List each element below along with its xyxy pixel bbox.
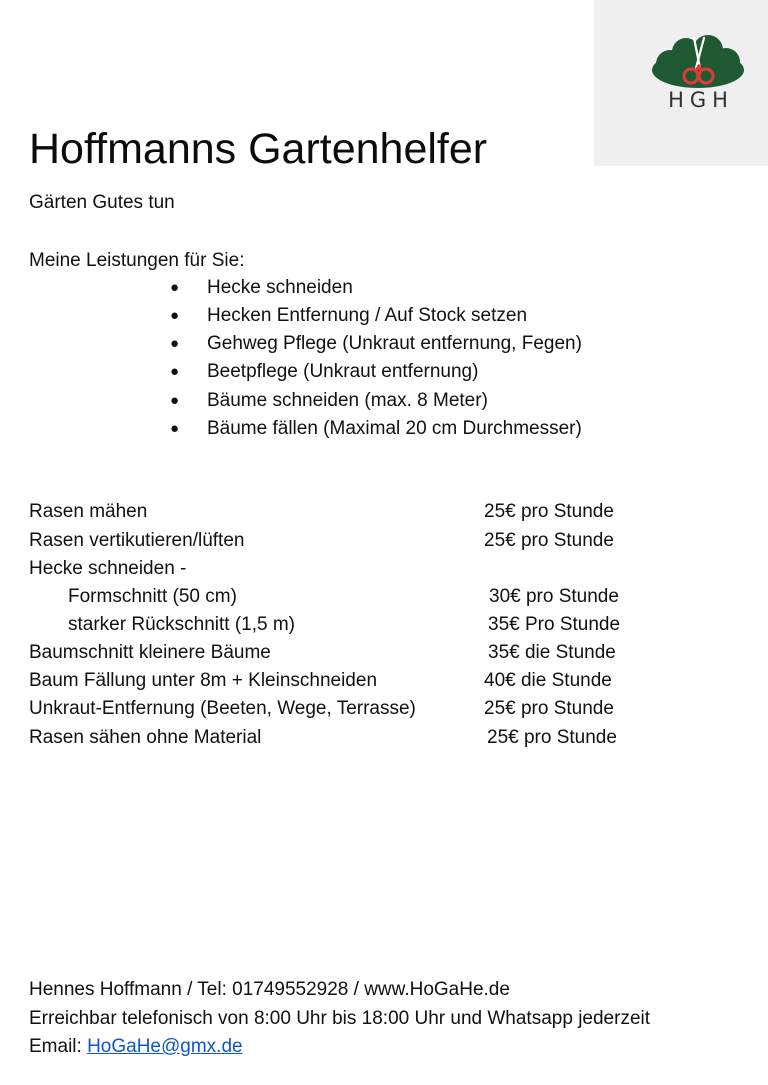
- service-label: Bäume schneiden (max. 8 Meter): [207, 390, 488, 411]
- email-label: Email:: [29, 1036, 88, 1057]
- bullet-icon: ●: [170, 307, 180, 324]
- price-value: 25€ pro Stunde: [484, 530, 614, 551]
- price-value: 25€ pro Stunde: [484, 698, 614, 719]
- price-label: Unkraut-Entfernung (Beeten, Wege, Terrasse): [29, 698, 416, 719]
- service-label: Beetpflege (Unkraut entfernung): [207, 361, 479, 382]
- price-value: 35€ Pro Stunde: [488, 614, 621, 635]
- price-row: [0, 529, 768, 553]
- price-label: Hecke schneiden -: [29, 558, 187, 579]
- contact-line: Hennes Hoffmann / Tel: 01749552928 / www.HoGaHe.de: [29, 979, 510, 1000]
- services-heading: Meine Leistungen für Sie:: [29, 250, 245, 271]
- price-label: Rasen vertikutieren/lüften: [29, 530, 245, 551]
- price-label: Formschnitt (50 cm): [68, 586, 237, 607]
- logo-text: HGH: [668, 88, 734, 112]
- service-label: Gehweg Pflege (Unkraut entfernung, Fegen): [207, 333, 582, 354]
- email-line: [29, 1035, 243, 1059]
- bullet-icon: ●: [170, 420, 180, 437]
- price-value: 35€ die Stunde: [488, 642, 616, 663]
- hedge-with-scissors-logo-icon: [650, 34, 746, 90]
- price-label: Rasen mähen: [29, 501, 148, 522]
- service-label: Bäume fällen (Maximal 20 cm Durchmesser): [207, 418, 582, 439]
- bullet-icon: ●: [170, 279, 180, 296]
- tagline: Gärten Gutes tun: [29, 192, 175, 213]
- page-title: Hoffmanns Gartenhelfer: [29, 125, 488, 173]
- price-label: Baumschnitt kleinere Bäume: [29, 642, 271, 663]
- price-value: 30€ pro Stunde: [489, 586, 619, 607]
- service-label: Hecke schneiden: [207, 277, 353, 298]
- price-label: Rasen sähen ohne Material: [29, 727, 262, 748]
- logo-panel: [594, 0, 768, 166]
- price-row: [0, 585, 768, 609]
- bullet-icon: ●: [170, 392, 180, 409]
- bullet-icon: ●: [170, 335, 180, 352]
- price-label: starker Rückschnitt (1,5 m): [68, 614, 295, 635]
- price-value: 25€ pro Stunde: [484, 501, 614, 522]
- price-value: 25€ pro Stunde: [487, 727, 617, 748]
- email-link[interactable]: HoGaHe@gmx.de: [87, 1036, 243, 1057]
- price-row: [0, 613, 768, 637]
- price-row: [0, 669, 768, 693]
- price-row: [0, 697, 768, 721]
- bullet-icon: ●: [170, 363, 180, 380]
- availability-line: Erreichbar telefonisch von 8:00 Uhr bis 18:00 Uhr und Whatsapp jederzeit: [29, 1008, 651, 1029]
- price-row: [0, 500, 768, 524]
- service-label: Hecken Entfernung / Auf Stock setzen: [207, 305, 528, 326]
- price-row: [0, 557, 768, 581]
- price-row: [0, 726, 768, 750]
- price-row: [0, 641, 768, 665]
- price-value: 40€ die Stunde: [484, 670, 612, 691]
- price-label: Baum Fällung unter 8m + Kleinschneiden: [29, 670, 378, 691]
